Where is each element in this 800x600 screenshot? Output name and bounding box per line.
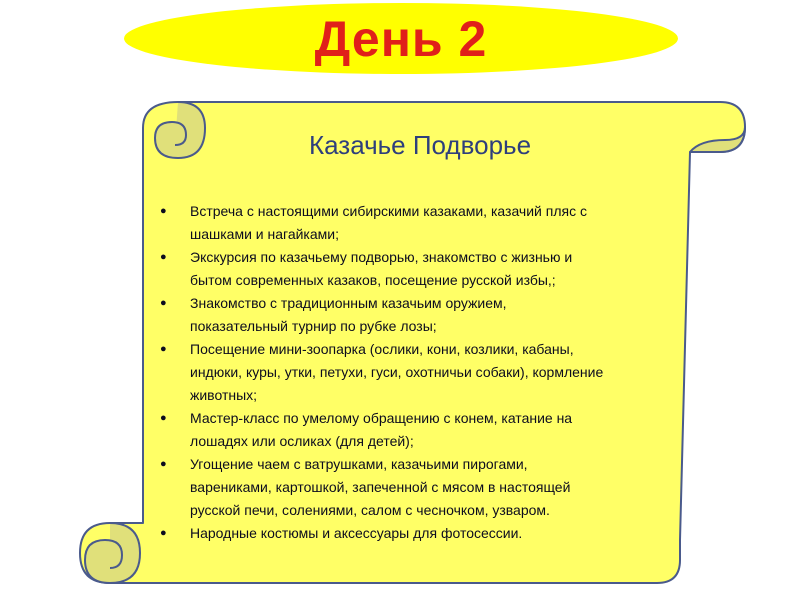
scroll-title: Казачье Подворье <box>308 129 532 160</box>
list-item-line: варениками, картошкой, запеченной с мясом в настоящей <box>190 479 571 495</box>
list-item <box>160 246 680 292</box>
list-item-line: лошадях или осликах (для детей); <box>190 433 414 449</box>
list-item <box>160 200 680 246</box>
list-item-line: индюки, куры, утки, петухи, гуси, охотничьи собаки), кормление <box>190 364 604 380</box>
list-item-line: ● Знакомство с традиционным казачьим оружием, <box>190 295 507 311</box>
list-item-line: ● Народные костюмы и аксессуары для фотосессии. <box>190 525 523 541</box>
list-item <box>160 522 680 545</box>
list-item <box>160 292 680 338</box>
list-item-line: ● Угощение чаем с ватрушками, казачьими пирогами, <box>190 456 528 472</box>
list-item-line: ● Встреча с настоящими сибирскими казаками, казачий пляс с <box>190 203 587 219</box>
list-item-line: животных; <box>190 387 258 403</box>
list-item <box>160 453 680 522</box>
list-item-line: ● Экскурсия по казачьему подворью, знакомство с жизнью и <box>190 249 573 265</box>
list-item-line: ● Мастер-класс по умелому обращению с конем, катание на <box>190 410 573 426</box>
list-item-line: бытом современных казаков, посещение русской избы,; <box>190 272 556 288</box>
list-item <box>160 407 680 453</box>
list-item-line: показательный турнир по рубке лозы; <box>190 318 437 334</box>
program-list <box>160 200 680 545</box>
list-item-line: шашками и нагайками; <box>190 226 339 242</box>
day-title: День 2 <box>314 10 488 67</box>
list-item <box>160 338 680 407</box>
list-item-line: ● Посещение мини-зоопарка (ослики, кони, козлики, кабаны, <box>190 341 574 357</box>
list-item-line: русской печи, солениями, салом с чесночком, узваром. <box>190 502 550 518</box>
